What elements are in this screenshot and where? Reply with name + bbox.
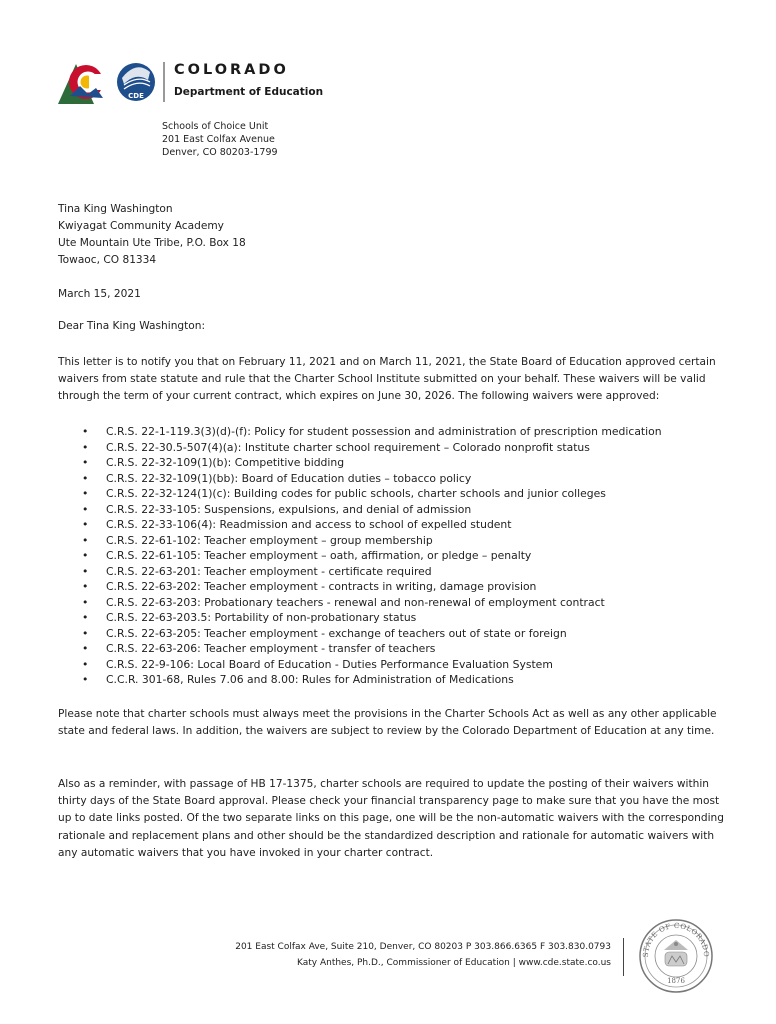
recipient-organization: Kwiyagat Community Academy (58, 220, 224, 232)
footer-address-line: 201 East Colfax Ave, Suite 210, Denver, CO 80203 P 303.866.6365 F 303.830.0793 (235, 942, 611, 952)
cde-logo (58, 58, 328, 108)
waiver-item: • C.R.S. 22-32-109(1)(b): Competitive bidding (82, 455, 662, 471)
footer-divider (623, 938, 624, 976)
sender-address-line: Denver, CO 80203-1799 (162, 147, 278, 158)
svg-text:CDE: CDE (128, 92, 144, 100)
sender-address-line: Schools of Choice Unit (162, 121, 269, 132)
recipient-name: Tina King Washington (58, 203, 173, 215)
sender-address-line: 201 East Colfax Avenue (162, 134, 275, 145)
state-seal-icon (638, 918, 714, 994)
footer-commissioner-line: Katy Anthes, Ph.D., Commissioner of Education | www.cde.state.co.us (296, 958, 611, 968)
waiver-item: • C.R.S. 22-33-106(4): Readmission and access to school of expelled student (82, 517, 662, 533)
waiver-item: • C.R.S. 22-33-105: Suspensions, expulsions, and denial of admission (82, 502, 662, 518)
recipient-city: Towaoc, CO 81334 (58, 254, 157, 266)
recipient-street: Ute Mountain Ute Tribe, P.O. Box 18 (58, 237, 246, 249)
waiver-item: • C.R.S. 22-63-203.5: Portability of non-probationary status (82, 610, 662, 626)
seal-top-text: STATE OF COLORADO (641, 921, 711, 958)
sender-address (162, 120, 278, 159)
waiver-item: • C.R.S. 22-30.5-507(4)(a): Institute charter school requirement – Colorado nonprofit status (82, 440, 662, 456)
waiver-list (82, 424, 662, 688)
letter-date: March 15, 2021 (58, 288, 141, 300)
waiver-item: • C.R.S. 22-63-202: Teacher employment - contracts in writing, damage provision (82, 579, 662, 595)
waiver-item: • C.R.S. 22-32-124(1)(c): Building codes for public schools, charter schools and junior colleges (82, 486, 662, 502)
logo-department: Department of Education (174, 86, 324, 98)
waiver-item: • C.R.S. 22-63-203: Probationary teachers - renewal and non-renewal of employment contract (82, 595, 662, 611)
waiver-item: • C.R.S. 22-63-206: Teacher employment - transfer of teachers (82, 641, 662, 657)
logo-wordmark: COLORADO (174, 62, 289, 78)
body-paragraph-intro: This letter is to notify you that on February 11, 2021 and on March 11, 2021, the State Board of Education approved certain waivers from state statute and rule that the Charter School Institute submitted on your behalf. These waivers will be valid through the term of your current contract, which expires on June 30, 2026. The following waivers were approved: (58, 356, 716, 403)
waiver-item: • C.R.S. 22-61-102: Teacher employment – group membership (82, 533, 662, 549)
body-paragraph-reminder: Also as a reminder, with passage of HB 17-1375, charter schools are required to update the posting of their waivers within thirty days of the State Board approval. Please check your financial transparency page to make sure that you have the most up to date links posted. Of the two separate links on this page, one will be the non-automatic waivers with the corresponding rationale and replacement plans and other should be the standardized description and rationale for automatic waivers with any automatic waivers that you have invoked in your charter contract. (58, 778, 724, 859)
body-paragraph-note: Please note that charter schools must always meet the provisions in the Charter Schools Act as well as any other applicable state and federal laws. In addition, the waivers are subject to review by the Colorado Department of Education at any time. (58, 708, 717, 738)
waiver-item: • C.R.S. 22-9-106: Local Board of Education - Duties Performance Evaluation System (82, 657, 662, 673)
waiver-item: • C.R.S. 22-1-119.3(3)(d)-(f): Policy for student possession and administration of prescription medication (82, 424, 662, 440)
waiver-item: • C.C.R. 301-68, Rules 7.06 and 8.00: Rules for Administration of Medications (82, 672, 662, 688)
waiver-item: • C.R.S. 22-63-201: Teacher employment - certificate required (82, 564, 662, 580)
letter-footer (235, 939, 611, 971)
seal-year: 1876 (667, 977, 685, 985)
salutation: Dear Tina King Washington: (58, 320, 206, 332)
waiver-item: • C.R.S. 22-32-109(1)(bb): Board of Education duties – tobacco policy (82, 471, 662, 487)
waiver-item: • C.R.S. 22-61-105: Teacher employment – oath, affirmation, or pledge – penalty (82, 548, 662, 564)
recipient-address (58, 201, 246, 269)
waiver-item: • C.R.S. 22-63-205: Teacher employment - exchange of teachers out of state or foreign (82, 626, 662, 642)
